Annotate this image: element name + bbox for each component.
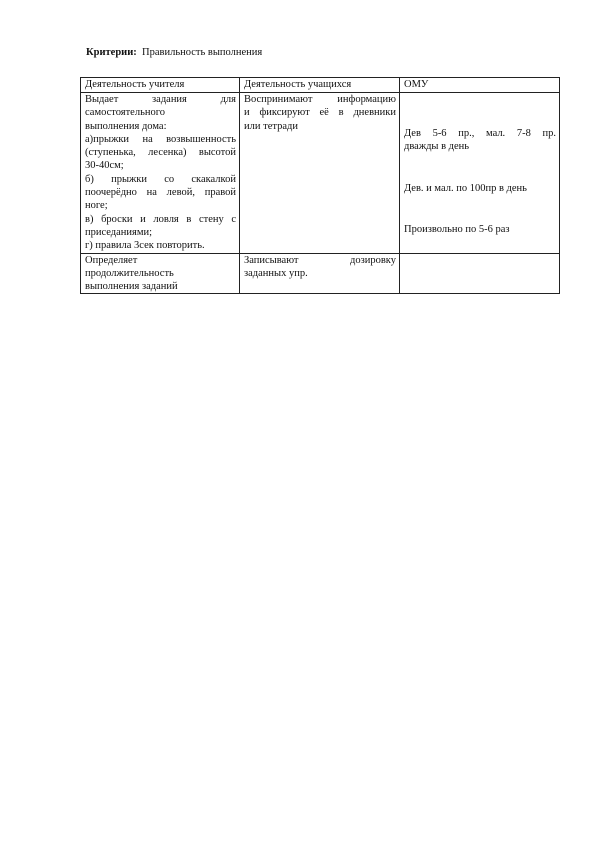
- cell-line: Записывают дозировку: [244, 254, 396, 266]
- cell-line: 30-40см;: [85, 160, 124, 172]
- cell-line: (ступенька, лесенка) высотой: [85, 147, 236, 159]
- cell-line: а)прыжки на возвышенность: [85, 133, 236, 145]
- cell-line: б) прыжки со скакалкой: [85, 173, 236, 185]
- cell-line: Дев. и мал. по 100пр в день: [404, 182, 527, 194]
- cell-line: приседаниями;: [85, 226, 153, 238]
- cell-line: выполнения заданий: [85, 281, 178, 293]
- cell-omu: [400, 253, 560, 294]
- cell-line: или тетради: [244, 120, 298, 132]
- cell-line: дважды в день: [404, 141, 470, 153]
- cell-line: выполнения дома:: [85, 120, 167, 132]
- cell-line: Выдает задания для: [85, 94, 236, 105]
- criteria-label: Критерии:: [86, 47, 137, 58]
- cell-line: ноге;: [85, 200, 108, 212]
- table-row: [81, 253, 560, 294]
- cell-line: и фиксируют её в дневники: [244, 107, 396, 119]
- cell-line: в) броски и ловля в стену с: [85, 213, 236, 225]
- cell-line: продолжительность: [85, 267, 174, 279]
- cell-line: заданных упр.: [244, 267, 308, 279]
- table-row: [81, 93, 560, 254]
- cell-line: поочерёдно на левой, правой: [85, 187, 236, 199]
- cell-line: Дев 5-6 пр., мал. 7-8 пр.: [404, 128, 556, 139]
- cell-teacher-activity: [81, 93, 240, 254]
- cell-line: Воспринимают информацию: [244, 94, 396, 105]
- table-header-row: [81, 78, 560, 93]
- cell-student-activity: [240, 253, 400, 294]
- cell-teacher-activity: [81, 253, 240, 294]
- cell-omu: [400, 93, 560, 254]
- cell-student-activity: [240, 93, 400, 254]
- criteria-line: [86, 47, 262, 58]
- cell-line: самостоятельного: [85, 107, 166, 119]
- lesson-table: [80, 77, 560, 294]
- criteria-value: Правильность выполнения: [142, 47, 263, 58]
- header-students: Деятельность учащихся: [240, 78, 400, 93]
- header-teacher: Деятельность учителя: [81, 78, 240, 93]
- cell-line: Произвольно по 5-6 раз: [404, 223, 510, 235]
- header-omu: ОМУ: [400, 78, 560, 93]
- cell-line: г) правила 3сек повторить.: [85, 240, 205, 252]
- cell-line: Определяет: [85, 254, 138, 266]
